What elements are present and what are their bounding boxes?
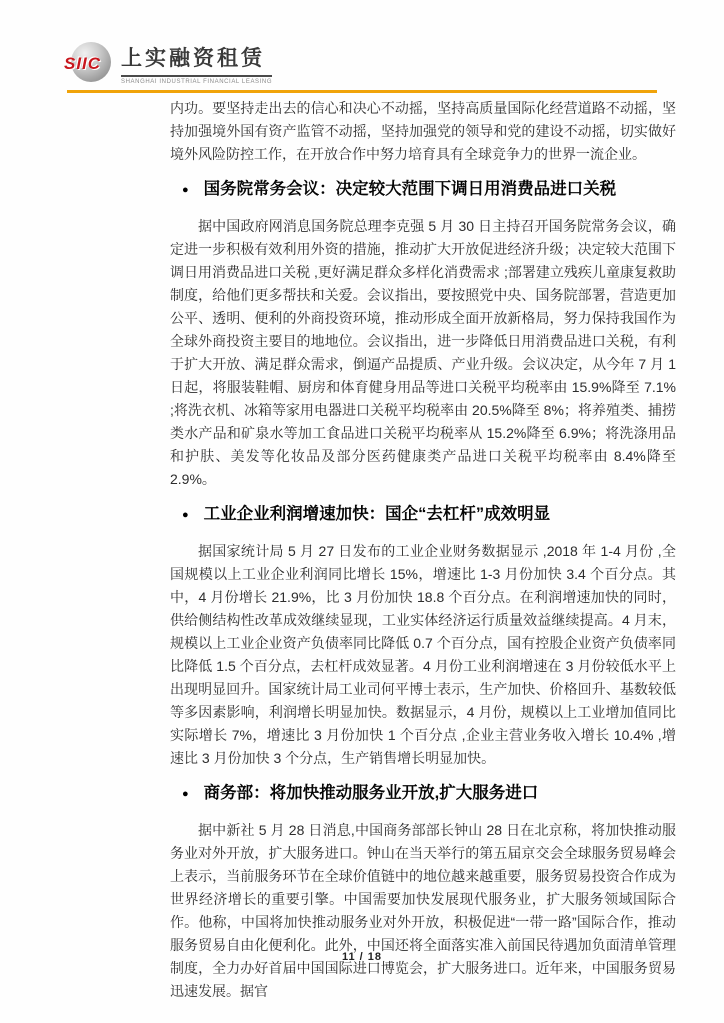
section-heading-2	[170, 503, 676, 526]
section-heading-1	[170, 178, 676, 201]
section-body-2: 据国家统计局 5 月 27 日发布的工业企业财务数据显示 ,2018 年 1-4 月份 ,全国规模以上工业企业利润同比增长 15%，增速比 1-3 月份加快 3.4 个百分点。其中，4 月份增长 21.9%，比 3 月份加快 18.8 个百分点。在利润增速加快的同时，供给侧结构性改革成效继续显现，工业实体经济运行质量效益继续提高。4 月末，规模以上工业企业资产负债率同比降低 0.7 个百分点，国有控股企业资产负债率同比降低 1.5 个百分点，去杠杆成效显著。4 月份工业利润增速在 3 月份较低水平上出现明显回升。国家统计局工业司何平博士表示，生产加快、价格回升、基数较低等多因素影响，利润增长明显加快。数据显示，4 月份，规模以上工业增加值同比实际增长 7%，增速比 3 月份加快 1 个百分点 ,企业主营业务收入增长 10.4% ,增速比 3 月份加快 3 个分点，生产销售增长明显加快。	[170, 543, 676, 766]
section-body-3: 据中新社 5 月 28 日消息,中国商务部部长钟山 28 日在北京称，将加快推动服务业对外开放，扩大服务进口。钟山在当天举行的第五届京交会全球服务贸易峰会上表示，当前服务环节在全球价值链中的地位越来越重要，服务贸易投资合作成为世界经济增长的重要引擎。中国需要加快发展现代服务业，扩大服务领域国际合作。他称，中国将加快推动服务业对外开放，积极促进“一带一路”国际合作，推动服务贸易自由化便利化。此外，中国还将全面落实准入前国民待遇加负面清单管理制度，全力办好首届中国国际进口博览会，扩大服务进口。近年来，中国服务贸易迅速发展。据官	[170, 822, 676, 999]
page-number: 11 / 18	[341, 951, 383, 963]
company-name-chinese: 上实融资租赁	[121, 42, 272, 77]
section-heading-1-text: 国务院常务会议：决定较大范围下调日用消费品进口关税	[203, 180, 617, 198]
bullet-icon: ●	[182, 184, 189, 196]
siic-logo-mark	[64, 42, 112, 82]
section-body-1: 据中国政府网消息国务院总理李克强 5 月 30 日主持召开国务院常务会议，确定进一步积极有效利用外资的措施，推动扩大开放促进经济升级；决定较大范围下调日用消费品进口关税 ,更好满足群众多样化消费需求 ;部署建立残疾儿童康复救助制度，给他们更多帮扶和关爱。会议指出，要按照党中央、国务院部署，营造更加公平、透明、便利的外商投资环境，推动形成全面开放新格局，努力保持我国作为全球外商投资主要目的地地位。会议指出，进一步降低日用消费品进口关税，有利于扩大开放、满足群众需求，倒逼产品提质、产业升级。会议决定，从今年 7 月 1 日起，将服装鞋帽、厨房和体育健身用品等进口关税平均税率由 15.9%降至 7.1% ;将洗衣机、冰箱等家用电器进口关税平均税率由 20.5%降至 8%；将养殖类、捕捞类水产品和矿泉水等加工食品进口关税平均税率从 15.2%降至 6.9%；将洗涤用品和护肤、美发等化妆品及部分医药健康类产品进口关税平均税率由 8.4%降至 2.9%。	[170, 218, 676, 487]
section-heading-2-text: 工业企业利润增速加快：国企“去杠杆”成效明显	[203, 505, 551, 523]
company-logo	[64, 42, 273, 85]
siic-logo-text: SIIC	[64, 54, 102, 73]
section-heading-3-text: 商务部：将加快推动服务业开放,扩大服务进口	[203, 784, 539, 802]
logo-wordmark	[121, 42, 272, 85]
bullet-icon: ●	[182, 788, 189, 800]
section-heading-3	[170, 782, 676, 805]
company-name-english: SHANGHAI INDUSTRIAL FINANCIAL LEASING	[121, 79, 273, 85]
bullet-icon: ●	[182, 509, 189, 521]
intro-paragraph: 内功。要坚持走出去的信心和决心不动摇，坚持高质量国际化经营道路不动摇，坚持加强境外国有资产监管不动摇，坚持加强党的领导和党的建设不动摇，切实做好境外风险防控工作，在开放合作中努力培育具有全球竞争力的世界一流企业。	[170, 100, 676, 162]
document-content	[170, 97, 676, 1003]
header-divider-rule	[67, 90, 657, 93]
